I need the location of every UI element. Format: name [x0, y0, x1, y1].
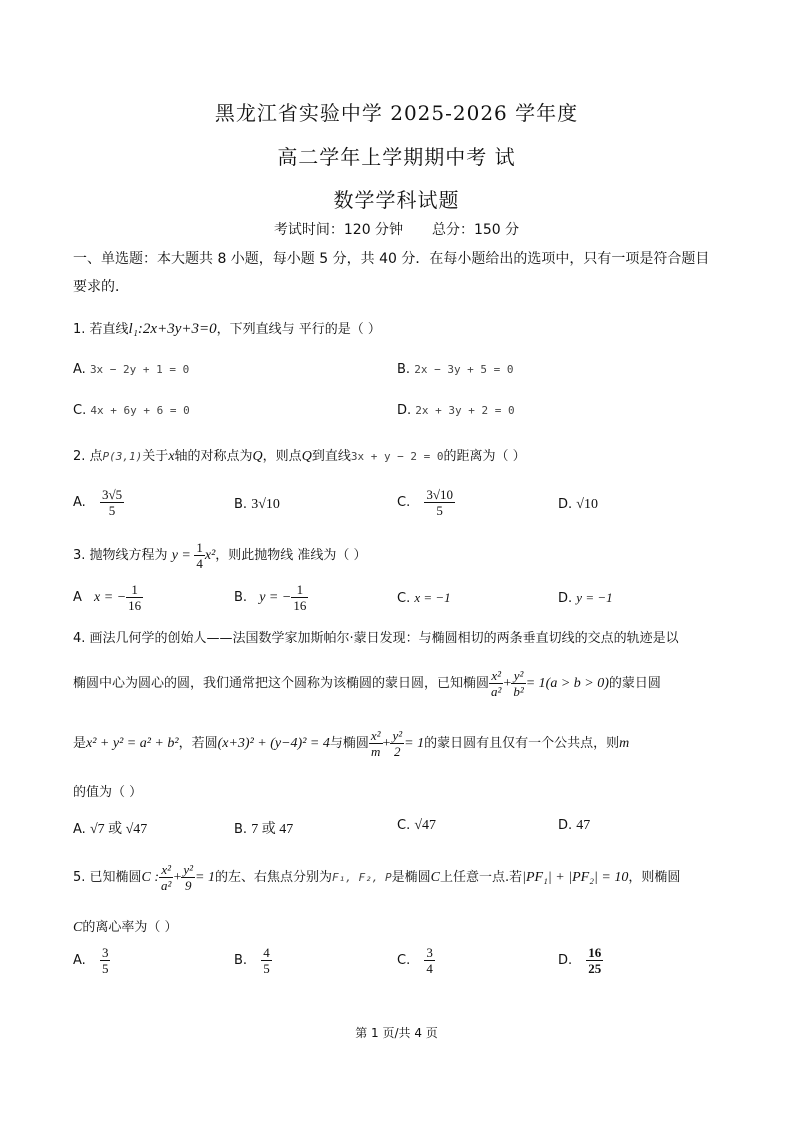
option-text: 47 [576, 818, 591, 833]
frac-num: x² [370, 728, 381, 743]
option-fraction [261, 945, 272, 976]
q2-option-b [234, 497, 280, 513]
q3-option-d [558, 590, 613, 606]
question-4-line4: 的值为（ ） [73, 785, 143, 800]
option-label: C. [397, 591, 411, 606]
question-5 [73, 862, 680, 893]
frac-num: y² [183, 862, 194, 877]
q3-option-a [73, 582, 143, 613]
frac-den: 5 [263, 961, 270, 976]
option-label: A [73, 590, 82, 605]
q5-text: 上任意一点.若 [439, 870, 523, 885]
q2-text: 到直线 [311, 449, 351, 464]
q2-var: Q [252, 449, 263, 464]
q3-text: 3. 抛物线方程为 [73, 548, 168, 563]
q4-option-d [558, 818, 590, 834]
q2-text: 关于 [142, 449, 169, 464]
section-intro: 一、单选题：本大题共 8 小题，每小题 5 分，共 40 分．在每小题给出的选项中，只有一项是符合题目要求的． [73, 251, 710, 295]
q4-eq: = 1(a > b > 0) [525, 676, 609, 691]
option-label: D. [558, 591, 573, 606]
exam-score: 总分：150 分 [431, 222, 520, 238]
option-label: B. [397, 362, 411, 377]
q1-option-b [397, 362, 514, 377]
q2-text: 的距离为（ ） [443, 449, 526, 464]
q5-var: C : [141, 870, 160, 885]
frac-num: 3√10 [426, 487, 453, 502]
frac-num: 1 [196, 540, 203, 555]
q5-option-d [558, 945, 603, 976]
option-label: C. [397, 818, 411, 833]
q5-text: ，则椭圆 [628, 870, 681, 885]
q5-option-c [397, 945, 435, 976]
option-label: A. [73, 822, 86, 837]
q4-formula: (x+3)² + (y−4)² = 4 [217, 736, 330, 751]
q5-text: 5. 已知椭圆 [73, 870, 142, 885]
q4-formula: x² + y² = a² + b² [86, 736, 179, 751]
option-label: C. [73, 403, 87, 418]
q3-option-c [397, 590, 451, 606]
q2-option-a [73, 487, 124, 518]
subject-title: 数学学科试题 [333, 188, 460, 212]
option-label: B. [234, 953, 248, 968]
frac-den: 16 [293, 598, 307, 613]
q1-option-d [397, 403, 515, 418]
option-label: C. [397, 953, 411, 968]
q5-frac-y [181, 862, 195, 893]
option-fraction [424, 487, 455, 518]
q4-var: m [619, 736, 630, 751]
question-5-line2 [73, 916, 177, 936]
option-text: 3√10 [251, 497, 280, 512]
frac-num: 4 [263, 945, 270, 960]
frac-den: b² [513, 684, 524, 699]
option-label: B. [234, 497, 248, 512]
q4-option-c [397, 818, 436, 834]
frac-den: 4 [196, 556, 203, 571]
q4-text: 椭圆中心为圆心的圆，我们通常把这个圆称为该椭圆的蒙日圆，已知椭圆 [73, 676, 490, 691]
q2-axis: x [168, 449, 175, 464]
option-text: √10 [576, 497, 598, 512]
q4-frac-x [489, 668, 503, 699]
q5-text: 的离心率为（ ） [82, 920, 178, 935]
q4-text: 与椭圆 [329, 736, 369, 751]
frac-num: x² [159, 862, 173, 878]
option-label: B. [234, 822, 248, 837]
option-text: 2x − 3y + 5 = 0 [414, 363, 514, 376]
q2-option-d [558, 497, 598, 513]
frac-num: 3√5 [101, 487, 123, 502]
option-label: B. [234, 590, 248, 605]
q1-option-c [73, 403, 190, 418]
q2-text: ，则点 [262, 449, 302, 464]
frac-num: 1 [126, 582, 143, 598]
q2-option-c [397, 487, 455, 518]
option-text: 7 或 47 [251, 822, 294, 837]
frac-den: a² [491, 684, 502, 699]
frac-num: y² [511, 668, 525, 684]
option-label: A. [73, 495, 86, 510]
frac-den: a² [161, 878, 172, 893]
q4-frac-m [369, 728, 383, 759]
frac-den: 9 [184, 878, 192, 893]
option-text: x = −1 [414, 590, 451, 605]
q4-frac-y [511, 668, 525, 699]
option-fraction [126, 582, 143, 613]
q5-var: C [430, 870, 440, 885]
frac-den: 25 [588, 961, 602, 976]
question-4-line1: 4. 画法几何学的创始人——法国数学家加斯帕尔·蒙日发现：与椭圆相切的两条垂直切线的交点的轨迹是以 [73, 631, 679, 646]
exam-meta [0, 219, 793, 239]
q3-option-b [234, 582, 308, 613]
question-1 [73, 318, 381, 338]
option-label: A. [73, 362, 86, 377]
option-text: 3x − 2y + 1 = 0 [89, 363, 190, 376]
option-label: D. [397, 403, 412, 418]
frac-den: 5 [108, 503, 116, 518]
q3-tail: x² [204, 548, 216, 563]
q2-var: Q [301, 449, 312, 464]
q5-plus: + [173, 870, 182, 885]
q5-condition: |PF₁| + |PF₂| = 10 [522, 870, 629, 885]
frac-num: 1 [291, 582, 308, 598]
option-text: 2x + 3y + 2 = 0 [415, 404, 515, 417]
frac-den: 2 [394, 744, 401, 759]
option-label: D. [558, 497, 573, 512]
q5-points: F₁, F₂, P [332, 871, 392, 884]
q2-text: 轴的对称点为 [174, 449, 253, 464]
q5-option-b [234, 945, 272, 976]
exam-school-title: 黑龙江省实验中学 2025-2026 学年度 [214, 101, 579, 125]
q5-option-a [73, 945, 110, 976]
q5-eq: = 1 [195, 870, 215, 885]
q5-text: 是椭圆 [391, 870, 431, 885]
option-fraction [291, 582, 308, 613]
option-text: √7 或 √47 [89, 822, 148, 837]
page-footer: 第 1 页/共 4 页 [355, 1026, 438, 1040]
q4-option-a [73, 818, 147, 838]
exam-time: 考试时间：120 分钟 [273, 222, 404, 238]
q2-line: 3x + y − 2 = 0 [350, 450, 444, 463]
question-2 [73, 445, 526, 465]
option-label: D. [558, 818, 573, 833]
question-1-suffix: ，下列直线与 平行的是（ ） [216, 322, 381, 337]
q4-text: 是 [73, 736, 87, 751]
q3-fraction [194, 540, 205, 571]
question-4-line2 [73, 668, 661, 699]
frac-num: 3 [101, 945, 109, 960]
frac-num: 3 [426, 945, 433, 960]
frac-num: x² [489, 668, 503, 684]
q5-frac-x [159, 862, 173, 893]
q5-var: C [73, 920, 83, 935]
question-1-prefix: 1. 若直线 [73, 322, 129, 337]
q4-frac-2 [390, 728, 404, 759]
q4-text: ，若圆 [178, 736, 218, 751]
option-text: 4x + 6y + 6 = 0 [90, 404, 190, 417]
option-label: D. [558, 953, 573, 968]
frac-den: 5 [436, 503, 443, 518]
frac-den: m [371, 744, 381, 759]
option-text: y = −1 [576, 590, 613, 605]
q1-option-a [73, 362, 189, 377]
question-1-formula: l₁:2x+3y+3=0 [128, 321, 217, 337]
option-fraction [424, 945, 435, 976]
q5-text: 的左、右焦点分别为 [214, 870, 332, 885]
option-text: √47 [414, 818, 437, 833]
exam-title: 高二学年上学期期中考 试 [277, 145, 516, 169]
question-3 [73, 540, 367, 571]
q2-point: P(3,1) [102, 450, 143, 463]
frac-num: 16 [588, 945, 602, 960]
option-label: A. [73, 953, 86, 968]
question-4-line3 [73, 728, 629, 759]
q4-option-b [234, 818, 293, 838]
option-fraction [100, 945, 111, 976]
option-pre: y = − [259, 590, 292, 605]
q3-text: ，则此抛物线 准线为（ ） [215, 548, 367, 563]
option-pre: x = − [94, 590, 127, 605]
q4-plus: + [503, 676, 512, 691]
frac-den: 4 [426, 961, 433, 976]
frac-den: 5 [101, 961, 109, 976]
q4-text: 的蒙日圆 [608, 676, 661, 691]
q4-plus: + [382, 736, 391, 751]
frac-num: y² [392, 728, 403, 743]
option-fraction [100, 487, 124, 518]
option-fraction [586, 945, 603, 976]
q2-text: 2. 点 [73, 449, 103, 464]
q4-text: 的蒙日圆有且仅有一个公共点，则 [424, 736, 620, 751]
option-label: C. [397, 495, 411, 510]
q3-eq: y = [171, 548, 195, 563]
q4-eq: = 1 [404, 736, 425, 751]
frac-den: 16 [128, 598, 142, 613]
